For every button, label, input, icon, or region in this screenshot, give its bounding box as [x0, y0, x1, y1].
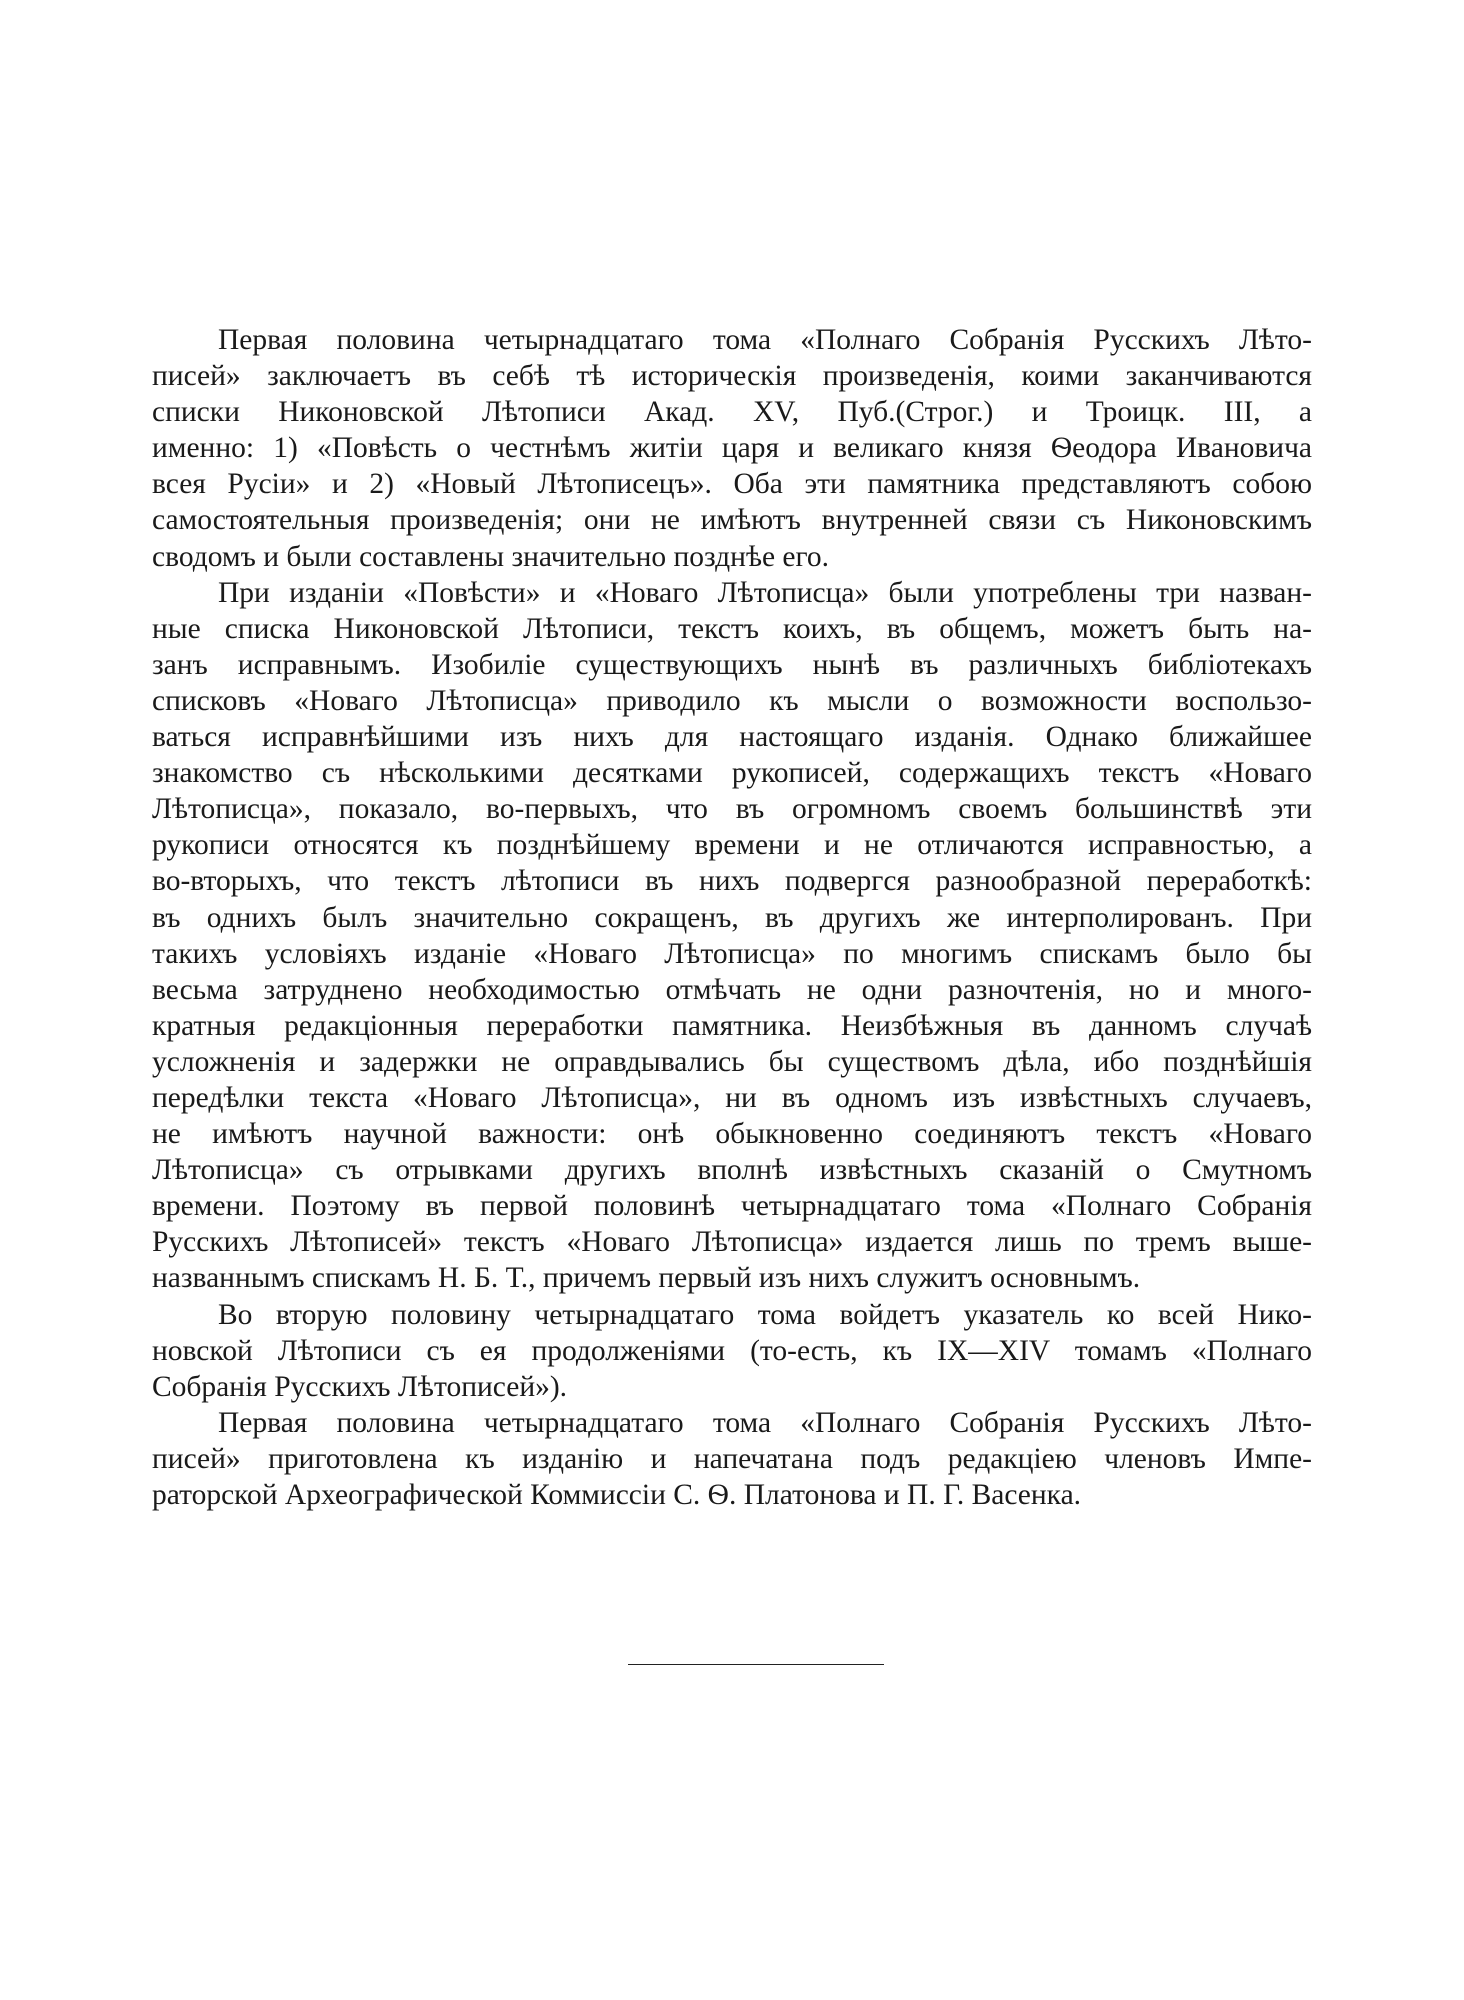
text-line: Первая половина четырнадцатаго тома «Полнаго Собранія Русскихъ Лѣто- — [218, 324, 1312, 356]
text-line: кратныя редакціонныя переработки памятника. Неизбѣжныя въ данномъ случаѣ — [152, 1009, 1312, 1042]
text-line: времени. Поэтому въ первой половинѣ четырнадцатаго тома «Полнаго Собранія — [152, 1190, 1312, 1223]
text-line: въ однихъ былъ значительно сокращенъ, въ другихъ же интерполированъ. При — [152, 901, 1312, 934]
paragraph-1 — [152, 322, 1312, 575]
text-line: занъ исправнымъ. Изобиліе существующихъ нынѣ въ различныхъ библіотекахъ — [152, 648, 1312, 681]
text-line: самостоятельныя произведенія; они не имѣютъ внутренней связи съ Никоновскимъ — [152, 504, 1312, 537]
paragraph-4 — [152, 1405, 1312, 1513]
text-line: усложненія и задержки не оправдывались бы существомъ дѣла, ибо позднѣйшія — [152, 1045, 1312, 1078]
text-line: Первая половина четырнадцатаго тома «Полнаго Собранія Русскихъ Лѣто- — [218, 1406, 1312, 1439]
text-line: названнымъ спискамъ Н. Б. Т., причемъ первый изъ нихъ служитъ основнымъ. — [152, 1262, 1141, 1295]
text-line: ваться исправнѣйшими изъ нихъ для настоящаго изданія. Однако ближайшее — [152, 721, 1312, 754]
text-line: списковъ «Новаго Лѣтописца» приводило къ мысли о возможности воспользо- — [152, 684, 1312, 717]
text-line: весьма затруднено необходимостью отмѣчать не одни разночтенія, но и много- — [152, 973, 1312, 1006]
section-divider — [628, 1664, 884, 1665]
body-text — [152, 322, 1312, 1513]
text-line: списки Никоновской Лѣтописи Акад. XV, Пуб.(Строг.) и Троицк. III, а — [152, 396, 1312, 429]
text-line: При изданіи «Повѣсти» и «Новаго Лѣтописца» были употреблены три назван- — [218, 576, 1312, 609]
text-line: такихъ условіяхъ изданіе «Новаго Лѣтописца» по многимъ спискамъ было бы — [152, 937, 1312, 970]
text-line: сводомъ и были составлены значительно позднѣе его. — [152, 540, 830, 573]
text-line: именно: 1) «Повѣсть о честнѣмъ житіи царя и великаго князя Ѳеодора Ивановича — [152, 432, 1312, 465]
text-line: знакомство съ нѣсколькими десятками рукописей, содержащихъ текстъ «Новаго — [152, 757, 1312, 790]
text-line: передѣлки текста «Новаго Лѣтописца», ни въ одномъ изъ извѣстныхъ случаевъ, — [152, 1081, 1312, 1114]
paragraph-3 — [152, 1297, 1312, 1405]
text-line: писей» приготовлена къ изданію и напечатана подъ редакціею членовъ Импе- — [152, 1442, 1312, 1475]
text-line: ные списка Никоновской Лѣтописи, текстъ коихъ, въ общемъ, можетъ быть на- — [152, 612, 1312, 645]
text-line: новской Лѣтописи съ ея продолженіями (то-есть, къ IX—XIV томамъ «Полнаго — [152, 1334, 1312, 1367]
text-line: Лѣтописца», показало, во-первыхъ, что въ огромномъ своемъ большинствѣ эти — [152, 793, 1312, 826]
text-line: раторской Археографической Коммиссіи С. Ѳ. Платонова и П. Г. Васенка. — [152, 1479, 1082, 1511]
text-line: писей» заключаетъ въ себѣ тѣ историческія произведенія, коими заканчиваются — [152, 360, 1312, 393]
text-line: Русскихъ Лѣтописей» текстъ «Новаго Лѣтописца» издается лишь по тремъ выше- — [152, 1226, 1312, 1259]
text-line: Лѣтописца» съ отрывками другихъ вполнѣ извѣстныхъ сказаній о Смутномъ — [152, 1154, 1312, 1187]
text-line: рукописи относятся къ позднѣйшему времени и не отличаются исправностью, а — [152, 829, 1312, 862]
text-line: всея Русіи» и 2) «Новый Лѣтописецъ». Оба эти памятника представляютъ собою — [152, 468, 1312, 501]
text-line: во-вторыхъ, что текстъ лѣтописи въ нихъ подвергся разнообразной переработкѣ: — [152, 865, 1312, 898]
paragraph-2 — [152, 575, 1312, 1297]
text-line: Во вторую половину четырнадцатаго тома войдетъ указатель ко всей Нико- — [218, 1298, 1312, 1331]
text-line: не имѣютъ научной важности: онѣ обыкновенно соединяютъ текстъ «Новаго — [152, 1118, 1312, 1151]
text-line: Собранія Русскихъ Лѣтописей»). — [152, 1370, 568, 1403]
